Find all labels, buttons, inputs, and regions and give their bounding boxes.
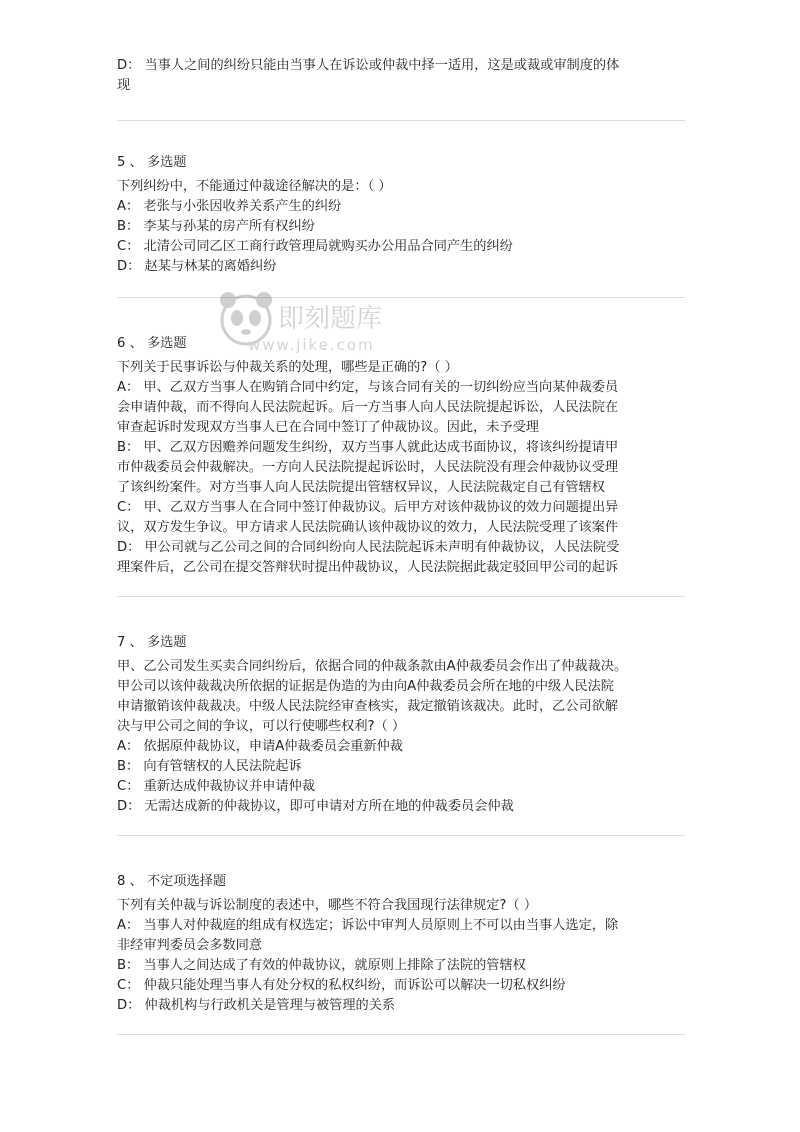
question-stem-line: 决与甲公司之间的争议，可以行使哪些权利?（ ）: [117, 719, 406, 734]
question-8: [117, 872, 687, 1016]
option-line: A： 当事人对仲裁庭的组成有权选定；诉讼中审判人员原则上不可以由当事人选定，除: [117, 918, 619, 933]
document-page: [117, 56, 687, 1035]
question-number: 7 、 多选题: [117, 635, 187, 650]
option-b: B： 向有管辖权的人民法院起诉: [117, 759, 302, 774]
question-stem: 下列纠纷中，不能通过仲裁途径解决的是：（ ）: [117, 179, 392, 194]
option-line: 审查起诉时发现双方当事人已在合同中签订了仲裁协议。因此，未予受理: [117, 420, 539, 435]
option-a: A： 老张与小张因收养关系产生的纠纷: [117, 199, 342, 214]
option-line: A： 甲、乙双方当事人在购销合同中约定，与该合同有关的一切纠纷应当向某仲裁委员: [117, 380, 619, 395]
option-b: B： 李某与孙某的房产所有权纠纷: [117, 219, 315, 234]
watermark-url: www.jike.com: [248, 336, 375, 354]
question-number: 6 、 多选题: [117, 336, 187, 351]
question-6: [117, 334, 687, 578]
option-d: D： 赵某与林某的离婚纠纷: [117, 259, 277, 274]
watermark-text: 即刻题库: [278, 304, 383, 334]
previous-question-tail: [117, 56, 687, 96]
question-stem-line: 申请撤销该仲裁裁决。中级人民法院经审查核实，裁定撤销该裁决。此时，乙公司欲解: [117, 699, 619, 714]
option-line: C： 甲、乙双方当事人在合同中签订仲裁协议。后甲方对该仲裁协议的效力问题提出异: [117, 500, 619, 515]
option-line: 市仲裁委员会仲裁解决。一方向人民法院提起诉讼时，人民法院没有理会仲裁协议受理: [117, 460, 619, 475]
question-number: 8 、 不定项选择题: [117, 874, 227, 889]
option-line: 议，双方发生争议。甲方请求人民法院确认该仲裁协议的效力，人民法院受理了该案件: [117, 520, 619, 535]
question-stem-line: 甲、乙公司发生买卖合同纠纷后，依据合同的仲裁条款由A仲裁委员会作出了仲裁裁决。: [117, 659, 628, 674]
question-stem: 下列关于民事诉讼与仲裁关系的处理，哪些是正确的?（ ）: [117, 360, 458, 375]
question-number: 5 、 多选题: [117, 155, 187, 170]
option-c: C： 北清公司同乙区工商行政管理局就购买办公用品合同产生的纠纷: [117, 239, 513, 254]
question-5: [117, 153, 687, 277]
option-line: B： 甲、乙双方因赡养问题发生纠纷，双方当事人就此达成书面协议，将该纠纷提请甲: [117, 440, 619, 455]
option-d: D： 无需达成新的仲裁协议，即可申请对方所在地的仲裁委员会仲裁: [117, 799, 514, 814]
option-line: 现: [117, 78, 131, 93]
option-line: 了该纠纷案件。对方当事人向人民法院提出管辖权异议，人民法院裁定自己有管辖权: [117, 480, 605, 495]
option-line: D： 甲公司就与乙公司之间的合同纠纷向人民法院起诉未声明有仲裁协议，人民法院受: [117, 540, 620, 555]
option-line: D： 当事人之间的纠纷只能由当事人在诉讼或仲裁中择一适用，这是或裁或审制度的体: [117, 58, 620, 73]
option-line: 会申请仲裁，而不得向人民法院起诉。后一方当事人向人民法院提起诉讼，人民法院在: [117, 400, 619, 415]
option-line: B： 当事人之间达成了有效的仲裁协议，就原则上排除了法院的管辖权: [117, 958, 526, 973]
option-line: D： 仲裁机构与行政机关是管理与被管理的关系: [117, 998, 396, 1013]
question-stem: 下列有关仲裁与诉讼制度的表述中，哪些不符合我国现行法律规定?（ ）: [117, 898, 538, 913]
option-a: A： 依据原仲裁协议，申请A仲裁委员会重新仲裁: [117, 739, 403, 754]
option-c: C： 重新达成仲裁协议并申请仲裁: [117, 779, 316, 794]
divider: [117, 1034, 685, 1035]
option-line: 非经审判委员会多数同意: [117, 938, 263, 953]
option-line: 理案件后，乙公司在提交答辩状时提出仲裁协议，人民法院据此裁定驳回甲公司的起诉: [117, 560, 619, 575]
option-line: C： 仲裁只能处理当事人有处分权的私权纠纷，而诉讼可以解决一切私权纠纷: [117, 978, 566, 993]
question-stem-line: 甲公司以该仲裁裁决所依据的证据是伪造的为由向A仲裁委员会所在地的中级人民法院: [117, 679, 614, 694]
question-7: [117, 633, 687, 817]
